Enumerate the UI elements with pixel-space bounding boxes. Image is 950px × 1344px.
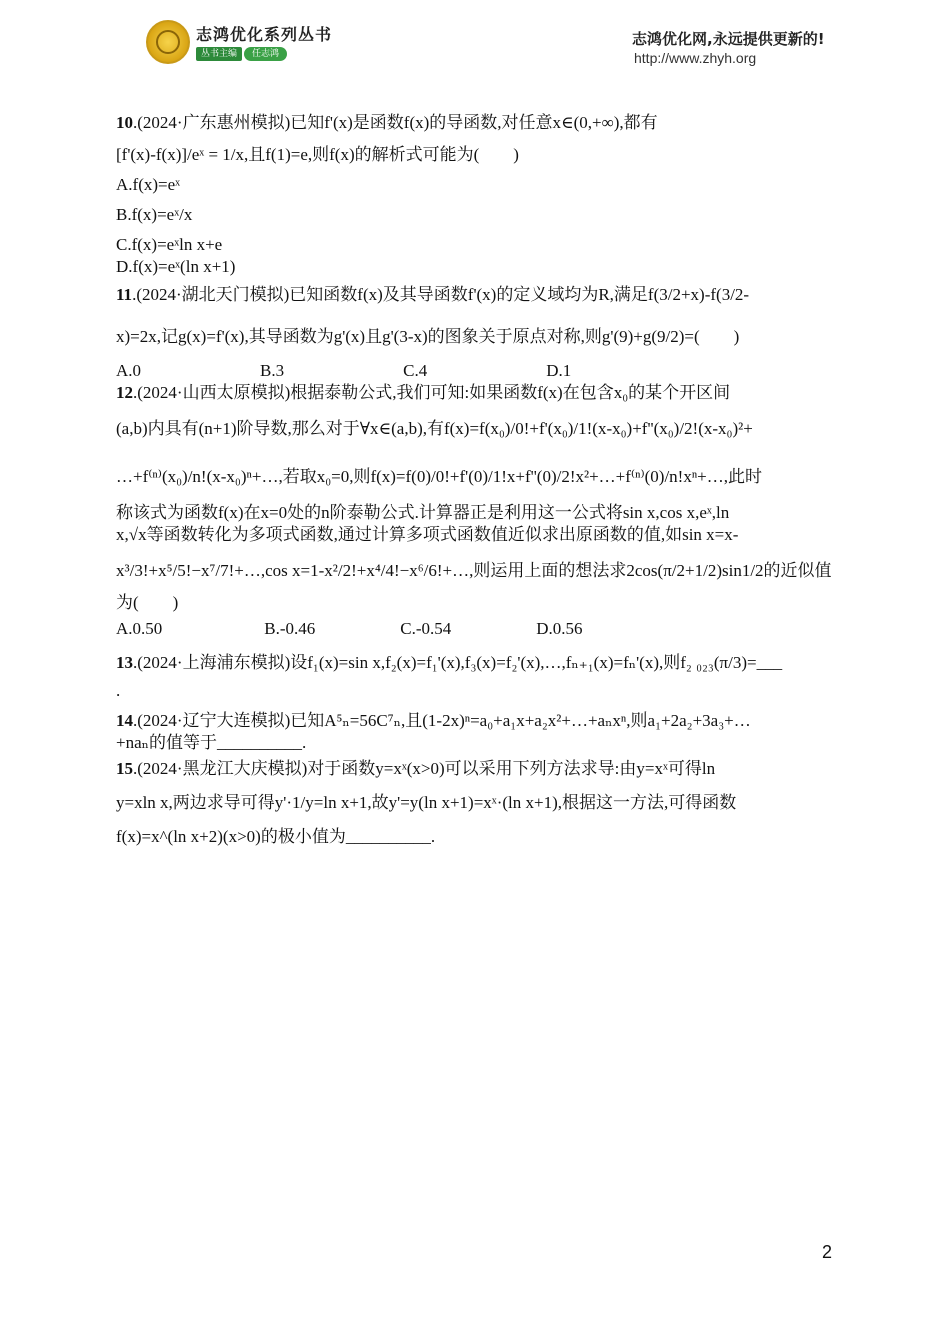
question-text: [f'(x)-f(x)]/eˣ = 1/x,且f(1)=e,则f(x)的解析式可能为( ) [116, 145, 519, 164]
question-text: 称该式为函数f(x)在x=0处的n阶泰勒公式.计算器正是利用这一公式将sin x,cos x,eˣ,ln [116, 503, 730, 522]
question-number: 15 [116, 759, 133, 778]
question-number: 12 [116, 383, 133, 402]
question-text: f(x)=x^(ln x+2)(x>0)的极小值为__________. [116, 827, 436, 846]
page-header [0, 0, 950, 80]
option-c: C.f(x)=eˣln x+e [116, 235, 223, 254]
question-text: …+f⁽ⁿ⁾(x₀)/n!(x-x₀)ⁿ+…,若取x₀=0,则f(x)=f(0)/0!+f'(0)/1!x+f''(0)/2!x²+…+f⁽ⁿ⁾(0)/n!xⁿ+…,此时 [116, 467, 763, 486]
editor-name: 任志鸿 [244, 47, 287, 61]
site-url[interactable]: http://www.zhyh.org [634, 50, 757, 66]
question-text: (a,b)内具有(n+1)阶导数,那么对于∀x∈(a,b),有f(x)=f(x₀)/0!+f'(x₀)/1!(x-x₀)+f''(x₀)/2!(x-x₀)²+ [116, 419, 753, 438]
series-logo-icon [146, 20, 190, 64]
question-text: .(2024·湖北天门模拟)已知函数f(x)及其导函数f'(x)的定义域均为R,满足f(3/2+x)-f(3/2- [132, 285, 750, 304]
question-text: .(2024·山西太原模拟)根据泰勒公式,我们可知:如果函数f(x)在包含x₀的某个开区间 [133, 383, 731, 402]
question-10 [116, 112, 832, 278]
question-11 [116, 284, 832, 382]
series-title: 志鸿优化系列丛书 [196, 25, 333, 44]
question-list [116, 112, 832, 848]
question-text: +naₙ的值等于__________. [116, 733, 307, 752]
question-text: . [116, 681, 121, 700]
page-number: 2 [822, 1242, 833, 1262]
question-12 [116, 382, 832, 640]
question-text: .(2024·辽宁大连模拟)已知A⁵ₙ=56C⁷ₙ,且(1-2x)ⁿ=a₀+a₁x+a₂x²+…+aₙxⁿ,则a₁+2a₂+3a₃+… [133, 711, 751, 730]
question-15 [116, 758, 832, 848]
question-number: 11 [116, 285, 133, 304]
question-text: 为( ) [116, 593, 179, 612]
question-text: .(2024·上海浦东模拟)设f₁(x)=sin x,f₂(x)=f₁'(x),f₃(x)=f₂'(x),…,fₙ₊₁(x)=fₙ'(x),则f₂ ₀₂₃(π/3)=___ [133, 653, 783, 672]
question-number: 14 [116, 711, 133, 730]
question-text: .(2024·黑龙江大庆模拟)对于函数y=xˣ(x>0)可以采用下列方法求导:由y=xˣ可得ln [133, 759, 716, 778]
question-text: x)=2x,记g(x)=f'(x),其导函数为g'(x)且g'(3-x)的图象关于原点对称,则g'(9)+g(9/2)=( ) [116, 327, 740, 346]
question-number: 13 [116, 653, 133, 672]
question-14 [116, 710, 832, 754]
option-a: A.f(x)=eˣ [116, 175, 181, 194]
question-text: x³/3!+x⁵/5!−x⁷/7!+…,cos x=1-x²/2!+x⁴/4!−x⁶/6!+…,则运用上面的想法求2cos(π/2+1/2)sin1/2的近似值 [116, 561, 832, 580]
option-b: B.f(x)=eˣ/x [116, 205, 193, 224]
option-d: D.f(x)=eˣ(ln x+1) [116, 257, 236, 276]
editor-label: 丛书主编 [196, 47, 242, 61]
question-text: y=xln x,两边求导可得y'·1/y=ln x+1,故y'=y(ln x+1)=xˣ·(ln x+1),根据这一方法,可得函数 [116, 793, 737, 812]
question-text: .(2024·广东惠州模拟)已知f'(x)是函数f(x)的导函数,对任意x∈(0,+∞),都有 [133, 113, 658, 132]
options-row: A.0.50 B.-0.46 C.-0.54 D.0.56 [116, 619, 583, 638]
question-13 [116, 652, 832, 702]
question-number: 10 [116, 113, 133, 132]
question-text: x,√x等函数转化为多项式函数,通过计算多项式函数值近似求出原函数的值,如sin x=x- [116, 525, 739, 544]
options-row: A.0 B.3 C.4 D.1 [116, 361, 572, 380]
site-slogan: 志鸿优化网,永远提供更新的! [632, 30, 825, 48]
